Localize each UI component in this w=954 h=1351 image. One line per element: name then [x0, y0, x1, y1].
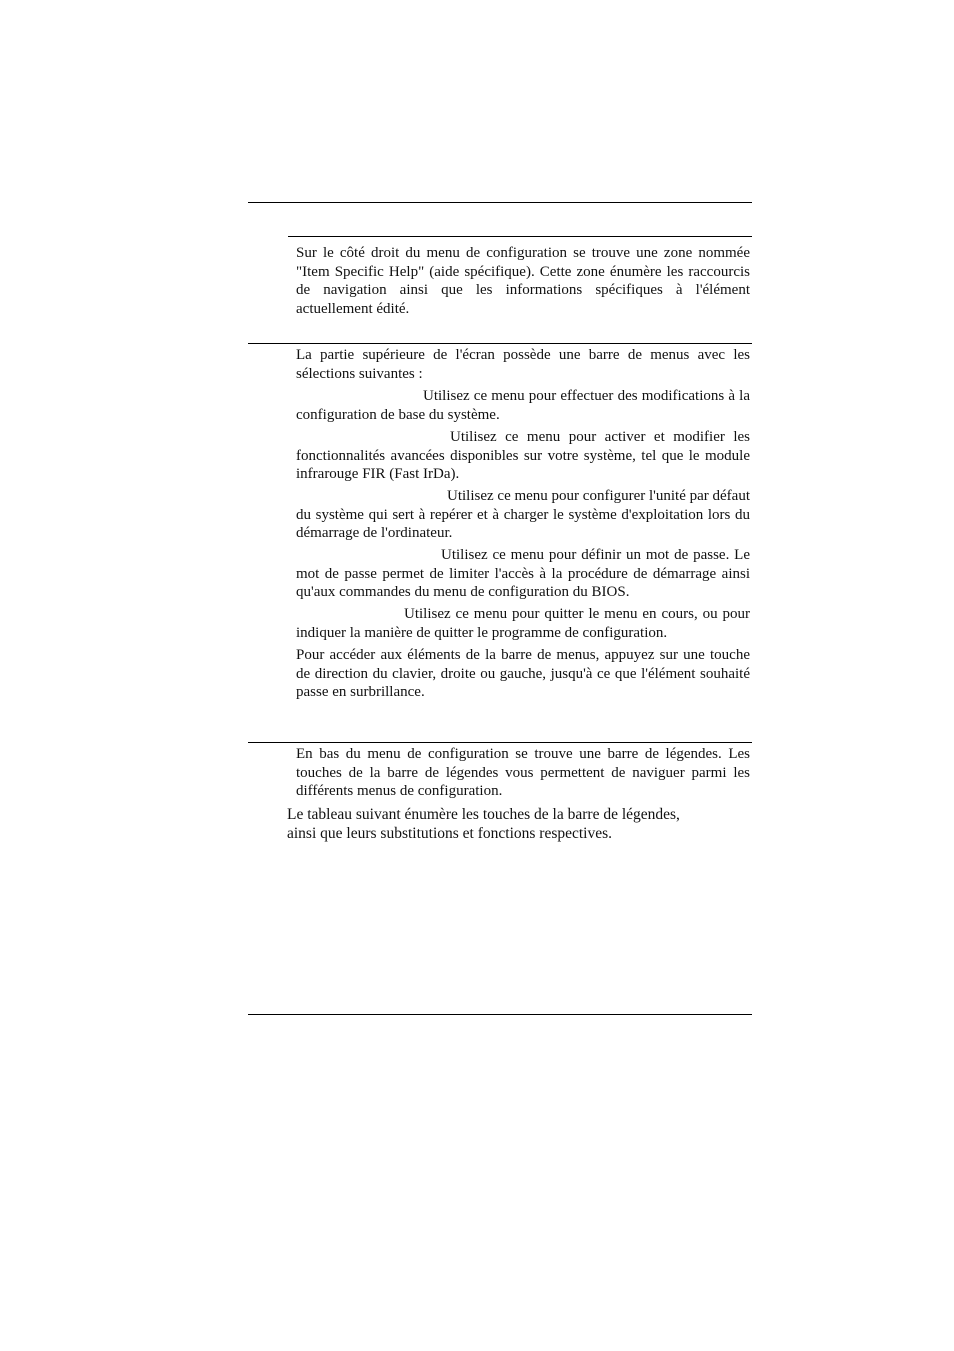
menu-item-main-description [296, 387, 750, 424]
legend-bar-paragraph: En bas du menu de configuration se trouve une barre de légendes. Les touches de la barre de légendes vous permettent de naviguer parmi les différents menus de configuration. [296, 746, 750, 800]
help-paragraph: Sur le côté droit du menu de configuration se trouve une zone nommée "Item Specific Help" (aide spécifique). Cette zone énumère les raccourcis de navigation ainsi que les informations spécifiques à l'élément actuellement édité. [296, 245, 750, 317]
section-rule-menu-bar [248, 343, 752, 344]
footer-rule [248, 1014, 752, 1015]
menu-item-boot-description [296, 487, 750, 543]
section-rule-legend-bar [248, 742, 752, 743]
table-intro-line-1: Le tableau suivant énumère les touches de la barre de légendes, [287, 806, 680, 823]
menu-item-exit-description [296, 605, 750, 642]
menu-bar-intro: La partie supérieure de l'écran possède une barre de menus avec les sélections suivantes : [296, 347, 750, 382]
table-intro-line-2: ainsi que leurs substitutions et fonctions respectives. [287, 825, 613, 842]
menu-item-text: Utilisez ce menu pour quitter le menu en cours, ou pour indiquer la manière de quitter le programme de configuration. [296, 606, 750, 641]
menu-item-text: Utilisez ce menu pour activer et modifier les fonctionnalités avancées disponibles sur votre système, tel que le module infrarouge FIR (Fast IrDa). [296, 429, 750, 483]
menu-item-text: Utilisez ce menu pour configurer l'unité par défaut du système qui sert à repérer et à charger le système d'exploitation lors du démarrage de l'ordinateur. [296, 488, 751, 542]
menu-item-security-description [296, 546, 750, 602]
menu-item-text: Utilisez ce menu pour définir un mot de passe. Le mot de passe permet de limiter l'accès à la procédure de démarrage ainsi qu'aux commandes du menu de configuration du BIOS. [296, 547, 750, 601]
menu-bar-access-note: Pour accéder aux éléments de la barre de menus, appuyez sur une touche de direction du clavier, droite ou gauche, jusqu'à ce que l'élément souhaité passe en surbrillance. [296, 647, 750, 701]
menu-item-text: Utilisez ce menu pour effectuer des modifications à la configuration de base du système. [296, 388, 750, 423]
header-rule [248, 202, 752, 203]
menu-item-advanced-description [296, 428, 750, 484]
section-rule-help [288, 236, 752, 237]
